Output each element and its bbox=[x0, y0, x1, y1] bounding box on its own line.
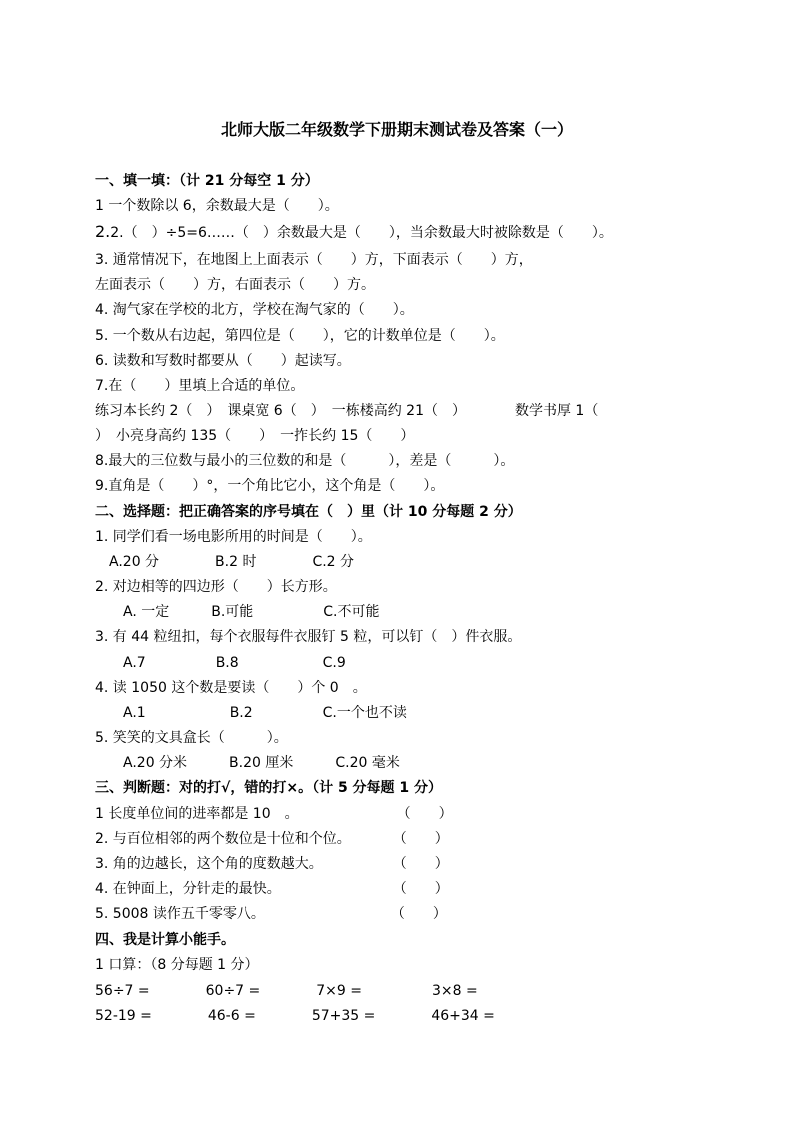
options-line: A.1 B.2 C.一个也不读 bbox=[95, 705, 407, 721]
question-text: 2.（ ）÷5=6……（ ）余数最大是（ ），当余数最大时被除数是（ ）。 bbox=[110, 225, 613, 241]
question-line: ） 小亮身高约 135（ ） 一拃长约 15（ ） bbox=[95, 428, 415, 444]
question-line: 5. 笑笑的文具盒长（ ）。 bbox=[95, 730, 288, 746]
question-line: 1 一个数除以 6，余数最大是（ ）。 bbox=[95, 198, 339, 214]
question-line: 3. 角的边越长，这个角的度数越大。 （ ） bbox=[95, 856, 449, 872]
question-line bbox=[95, 222, 613, 243]
page-title: 北师大版二年级数学下册期末测试卷及答案（一） bbox=[220, 120, 573, 139]
question-number-large: 2. bbox=[95, 222, 111, 241]
question-line: 4. 读 1050 这个数是要读（ ）个 0 。 bbox=[95, 680, 367, 696]
options-line: A. 一定 B.可能 C.不可能 bbox=[95, 604, 380, 620]
question-line: 2. 与百位相邻的两个数位是十位和个位。 （ ） bbox=[95, 831, 449, 847]
section-heading-fill-blank: 一、填一填：（计 21 分每空 1 分） bbox=[95, 173, 319, 189]
question-line: 7.在（ ）里填上合适的单位。 bbox=[95, 378, 305, 394]
question-line: 4. 在钟面上，分针走的最快。 （ ） bbox=[95, 881, 449, 897]
question-line: 8.最大的三位数与最小的三位数的和是（ ），差是（ ）。 bbox=[95, 453, 515, 469]
question-line: 3. 有 44 粒纽扣，每个衣服每件衣服钉 5 粒，可以钉（ ）件衣服。 bbox=[95, 629, 522, 645]
question-line: 1. 同学们看一场电影所用的时间是（ ）。 bbox=[95, 529, 372, 545]
question-line: 练习本长约 2（ ） 课桌宽 6（ ） 一栋楼高约 21（ ） 数学书厚 1（ bbox=[95, 403, 599, 419]
question-line: 2. 对边相等的四边形（ ）长方形。 bbox=[95, 579, 337, 595]
question-line: 6. 读数和写数时都要从（ ）起读写。 bbox=[95, 353, 351, 369]
options-line: A.20 分 B.2 时 C.2 分 bbox=[95, 554, 355, 570]
calculation-row: 52-19 = 46-6 = 57+35 = 46+34 = bbox=[95, 1008, 495, 1024]
calculation-row: 56÷7 = 60÷7 = 7×9 = 3×8 = bbox=[95, 983, 478, 999]
section-heading-calculation: 四、我是计算小能手。 bbox=[95, 932, 235, 948]
question-line: 3. 通常情况下，在地图上上面表示（ ）方，下面表示（ ）方， bbox=[95, 252, 533, 268]
options-line: A.7 B.8 C.9 bbox=[95, 655, 346, 671]
options-line: A.20 分米 B.20 厘米 C.20 毫米 bbox=[95, 755, 400, 771]
question-line: 5. 一个数从右边起，第四位是（ ），它的计数单位是（ ）。 bbox=[95, 328, 505, 344]
question-line: 4. 淘气家在学校的北方，学校在淘气家的（ ）。 bbox=[95, 302, 414, 318]
question-line: 1 口算：（8 分每题 1 分） bbox=[95, 957, 259, 973]
question-line: 5. 5008 读作五千零零八。 （ ） bbox=[95, 906, 447, 922]
section-heading-true-false: 三、判断题：对的打√，错的打×。（计 5 分每题 1 分） bbox=[95, 780, 443, 796]
question-line: 9.直角是（ ）°，一个角比它小，这个角是（ ）。 bbox=[95, 478, 445, 494]
question-line: 1 长度单位间的进率都是 10 。 （ ） bbox=[95, 806, 453, 822]
question-line: 左面表示（ ）方，右面表示（ ）方。 bbox=[95, 277, 375, 293]
section-heading-choice: 二、选择题：把正确答案的序号填在（ ）里（计 10 分每题 2 分） bbox=[95, 504, 522, 520]
